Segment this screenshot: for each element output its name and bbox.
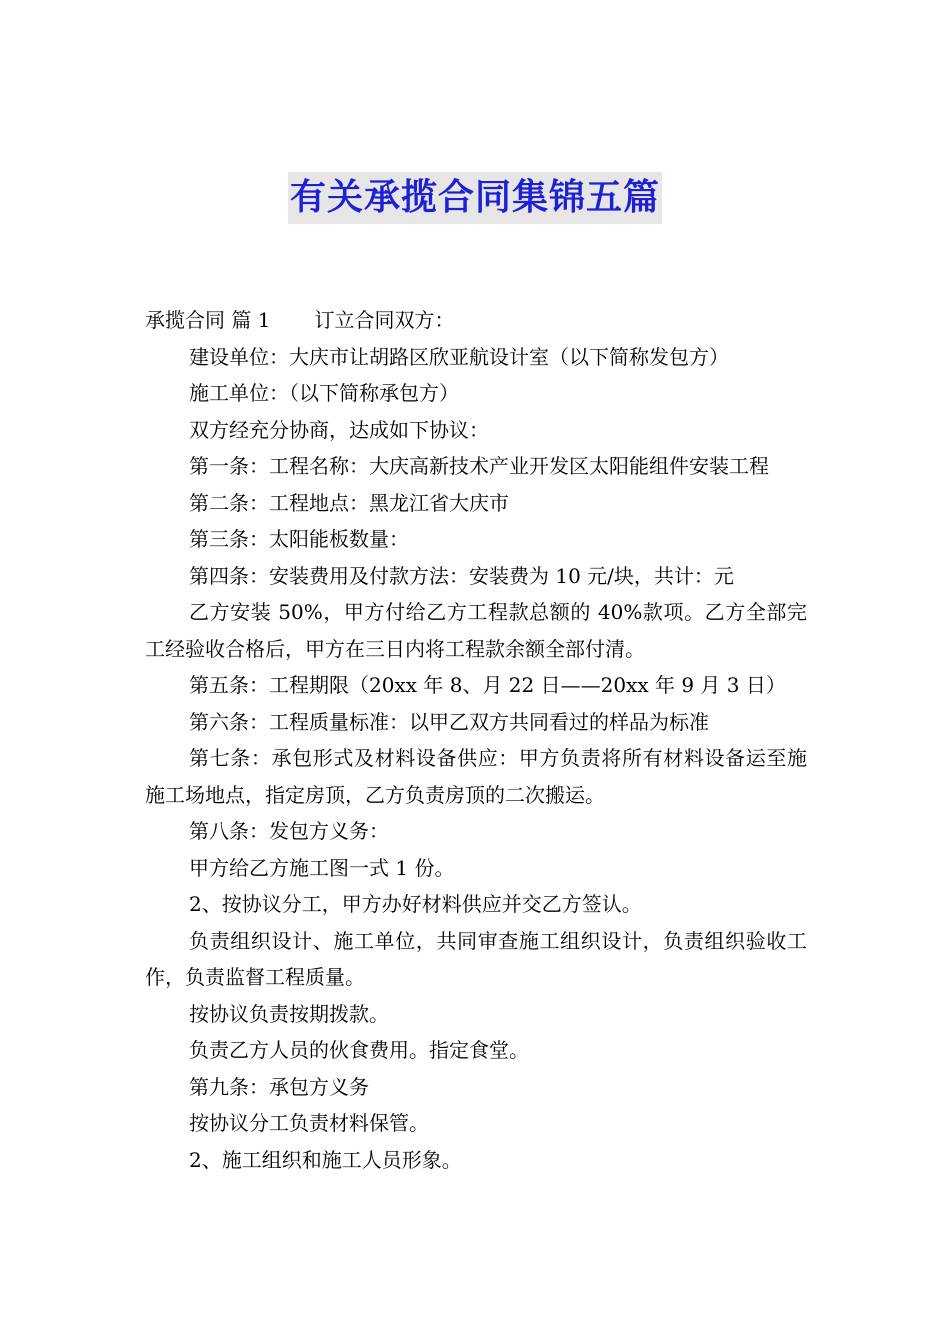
paragraph: 第六条：工程质量标准：以甲乙双方共同看过的样品为标准 <box>189 709 709 734</box>
paragraph: 第四条：安装费用及付款方法：安装费为 10 元/块，共计：元 <box>189 563 734 588</box>
paragraph: 2、按协议分工，甲方办好材料供应并交乙方签认。 <box>189 892 642 916</box>
paragraph: 2、施工组织和施工人员形象。 <box>189 1147 462 1172</box>
paragraph: 建设单位：大庆市让胡路区欣亚航设计室（以下简称发包方） <box>189 344 729 369</box>
paragraph: 第七条：承包形式及材料设备供应：甲方负责将所有材料设备运至施施工场地点，指定房顶，乙方负责房顶的二次搬运。 <box>145 746 807 807</box>
paragraph: 负责乙方人员的伙食费用。指定食堂。 <box>189 1038 529 1062</box>
paragraph: 按协议负责按期拨款。 <box>189 1001 389 1026</box>
first-line <box>145 302 807 339</box>
paragraph: 第九条：承包方义务 <box>189 1074 369 1099</box>
title-container <box>0 172 950 224</box>
paragraph: 第八条：发包方义务： <box>189 819 389 843</box>
paragraph: 第一条：工程名称：大庆高新技术产业开发区太阳能组件安装工程 <box>189 454 769 478</box>
paragraph: 甲方给乙方施工图一式 1 份。 <box>189 855 455 880</box>
paragraph: 第三条：太阳能板数量： <box>189 527 409 551</box>
document-body <box>145 302 807 1178</box>
paragraph: 负责组织设计、施工单位，共同审查施工组织设计，负责组织验收工作，负责监督工程质量。 <box>145 928 807 989</box>
paragraph: 双方经充分协商，达成如下协议： <box>189 417 489 442</box>
paragraph: 第二条：工程地点：黑龙江省大庆市 <box>189 490 509 515</box>
parties-heading: 订立合同双方： <box>314 308 455 332</box>
paragraph: 第五条：工程期限（20xx 年 8、月 22 日——20xx 年 9 月 3 日） <box>189 673 786 697</box>
paragraph: 乙方安装 50%，甲方付给乙方工程款总额的 40%款项。乙方全部完工经验收合格后，甲方在三日内将工程款余额全部付清。 <box>145 600 807 661</box>
section-heading: 承揽合同 篇 1 <box>145 308 271 332</box>
paragraph: 施工单位：（以下简称承包方） <box>189 381 459 405</box>
paragraph: 按协议分工负责材料保管。 <box>189 1111 429 1135</box>
document-title: 有关承揽合同集锦五篇 <box>288 172 662 224</box>
